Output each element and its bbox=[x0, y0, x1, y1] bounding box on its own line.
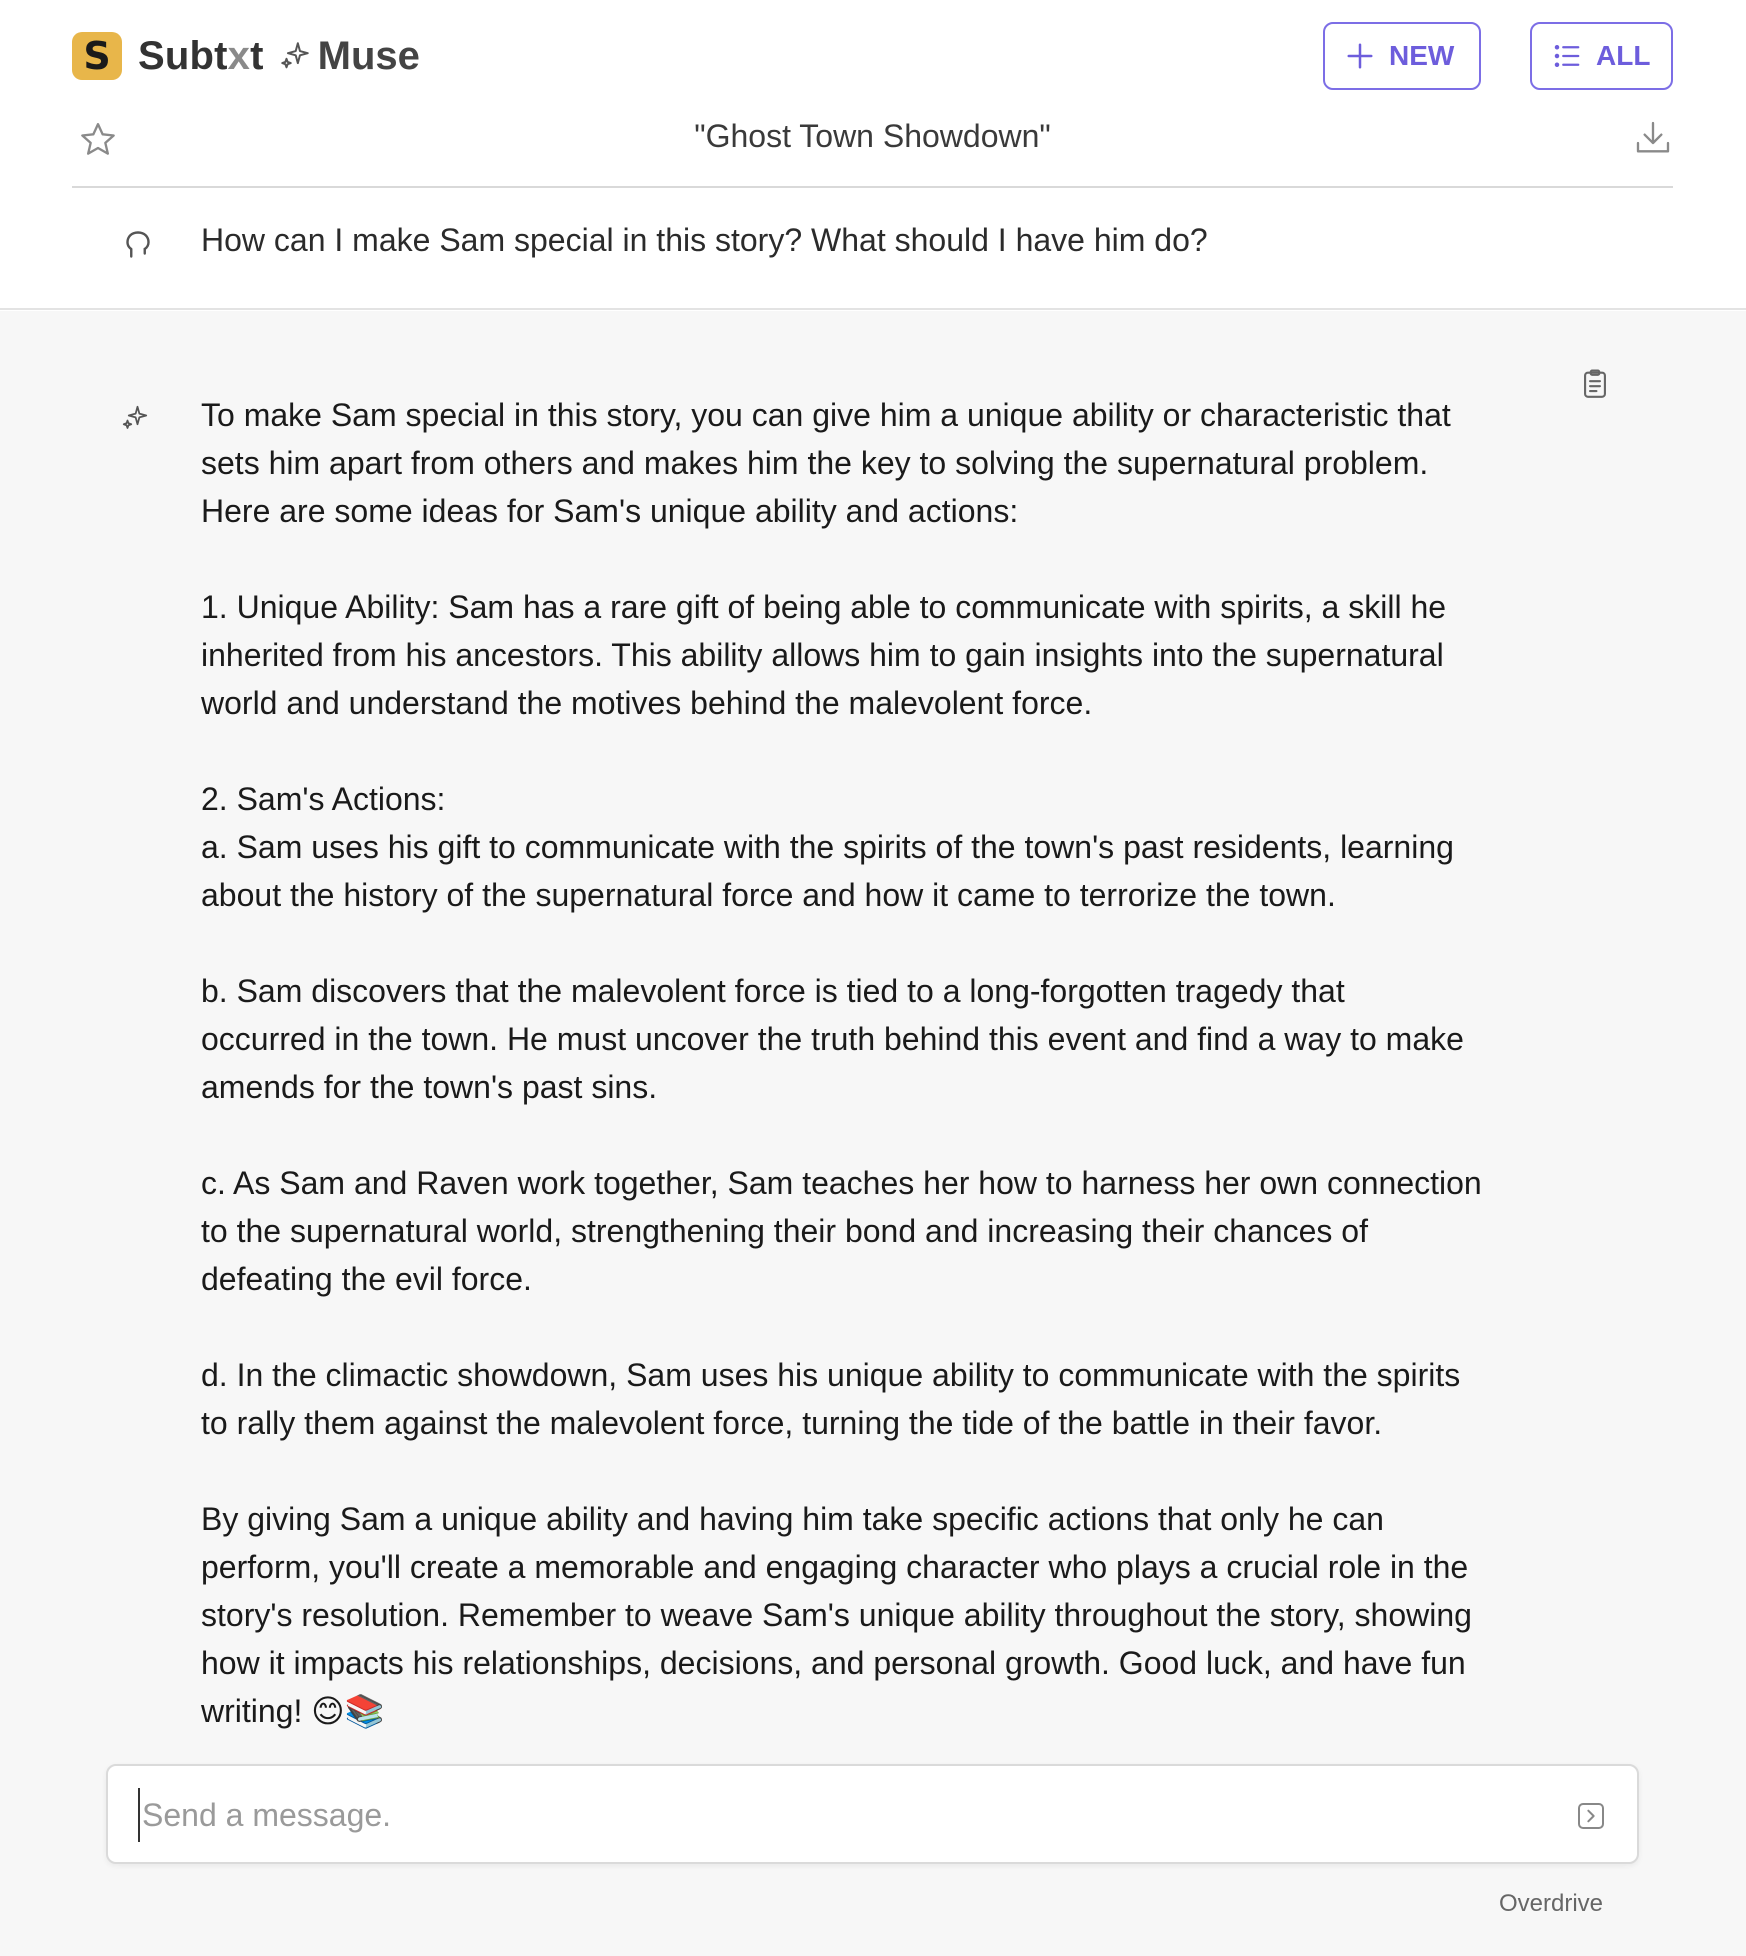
brand[interactable] bbox=[72, 30, 420, 82]
sparkle-icon bbox=[120, 403, 150, 438]
list-icon bbox=[1552, 41, 1582, 71]
assistant-message bbox=[0, 311, 1746, 1956]
story-title[interactable]: "Ghost Town Showdown" bbox=[694, 118, 1051, 154]
brand-name: Subtxt bbox=[138, 33, 264, 78]
answer-paragraph-point1: 1. Unique Ability: Sam has a rare gift of being able to communicate with spirits, a skill he inherited from his ancestors. This ability allows him to gain insights into the supernatural world and understand the motives behind the malevolent force. bbox=[201, 589, 1447, 721]
plus-icon bbox=[1345, 41, 1375, 71]
message-composer bbox=[106, 1764, 1639, 1864]
product-name: Muse bbox=[317, 33, 420, 78]
story-title-row bbox=[72, 110, 1673, 188]
answer-paragraph-point-d: d. In the climactic showdown, Sam uses his unique ability to communicate with the spirits to rally them against the malevolent force, turning the tide of the battle in their favor. bbox=[201, 1357, 1461, 1441]
user-message bbox=[0, 190, 1746, 310]
question-bubble-icon bbox=[120, 228, 156, 269]
sparkle-icon bbox=[278, 39, 312, 73]
answer-paragraph-closing: By giving Sam a unique ability and having him take specific actions that only he can perform, you'll create a memorable and engaging character who plays a crucial role in the story's resolution. Remember to weave Sam's unique ability throughout the story, showing how it impacts his relationships, decisions, and personal growth. Good luck, and have fun writing! 😊📚 bbox=[201, 1501, 1472, 1729]
answer-paragraph-point-c: c. As Sam and Raven work together, Sam teaches her how to harness her own connection to the supernatural world, strengthening their bond and increasing their chances of defeating the evil force. bbox=[201, 1165, 1482, 1297]
app-logo: S bbox=[72, 32, 122, 80]
question-text: How can I make Sam special in this story? What should I have him do? bbox=[201, 222, 1208, 258]
answer-paragraph-point2: 2. Sam's Actions: a. Sam uses his gift to communicate with the spirits of the town's past residents, learning about the history of the supernatural force and how it came to terrorize the town. bbox=[201, 781, 1454, 913]
all-button[interactable] bbox=[1530, 22, 1673, 90]
mode-label[interactable]: Overdrive bbox=[1499, 1890, 1604, 1917]
send-icon[interactable] bbox=[1575, 1800, 1607, 1837]
answer-text bbox=[201, 391, 1591, 1735]
message-input[interactable] bbox=[138, 1788, 1538, 1842]
answer-paragraph-point-b: b. Sam discovers that the malevolent force is tied to a long-forgotten tragedy that occurred in the town. He must uncover the truth behind this event and find a way to make amends for the town's past sins. bbox=[201, 973, 1464, 1105]
top-bar bbox=[0, 0, 1746, 110]
new-button[interactable] bbox=[1323, 22, 1481, 90]
new-button-label: NEW bbox=[1389, 40, 1455, 71]
all-button-label: ALL bbox=[1596, 40, 1651, 71]
download-icon[interactable] bbox=[1633, 118, 1673, 163]
answer-paragraph-intro: To make Sam special in this story, you can give him a unique ability or characteristic that sets him apart from others and makes him the key to solving the supernatural problem. Here are some ideas for Sam's unique ability and actions: bbox=[201, 397, 1451, 529]
